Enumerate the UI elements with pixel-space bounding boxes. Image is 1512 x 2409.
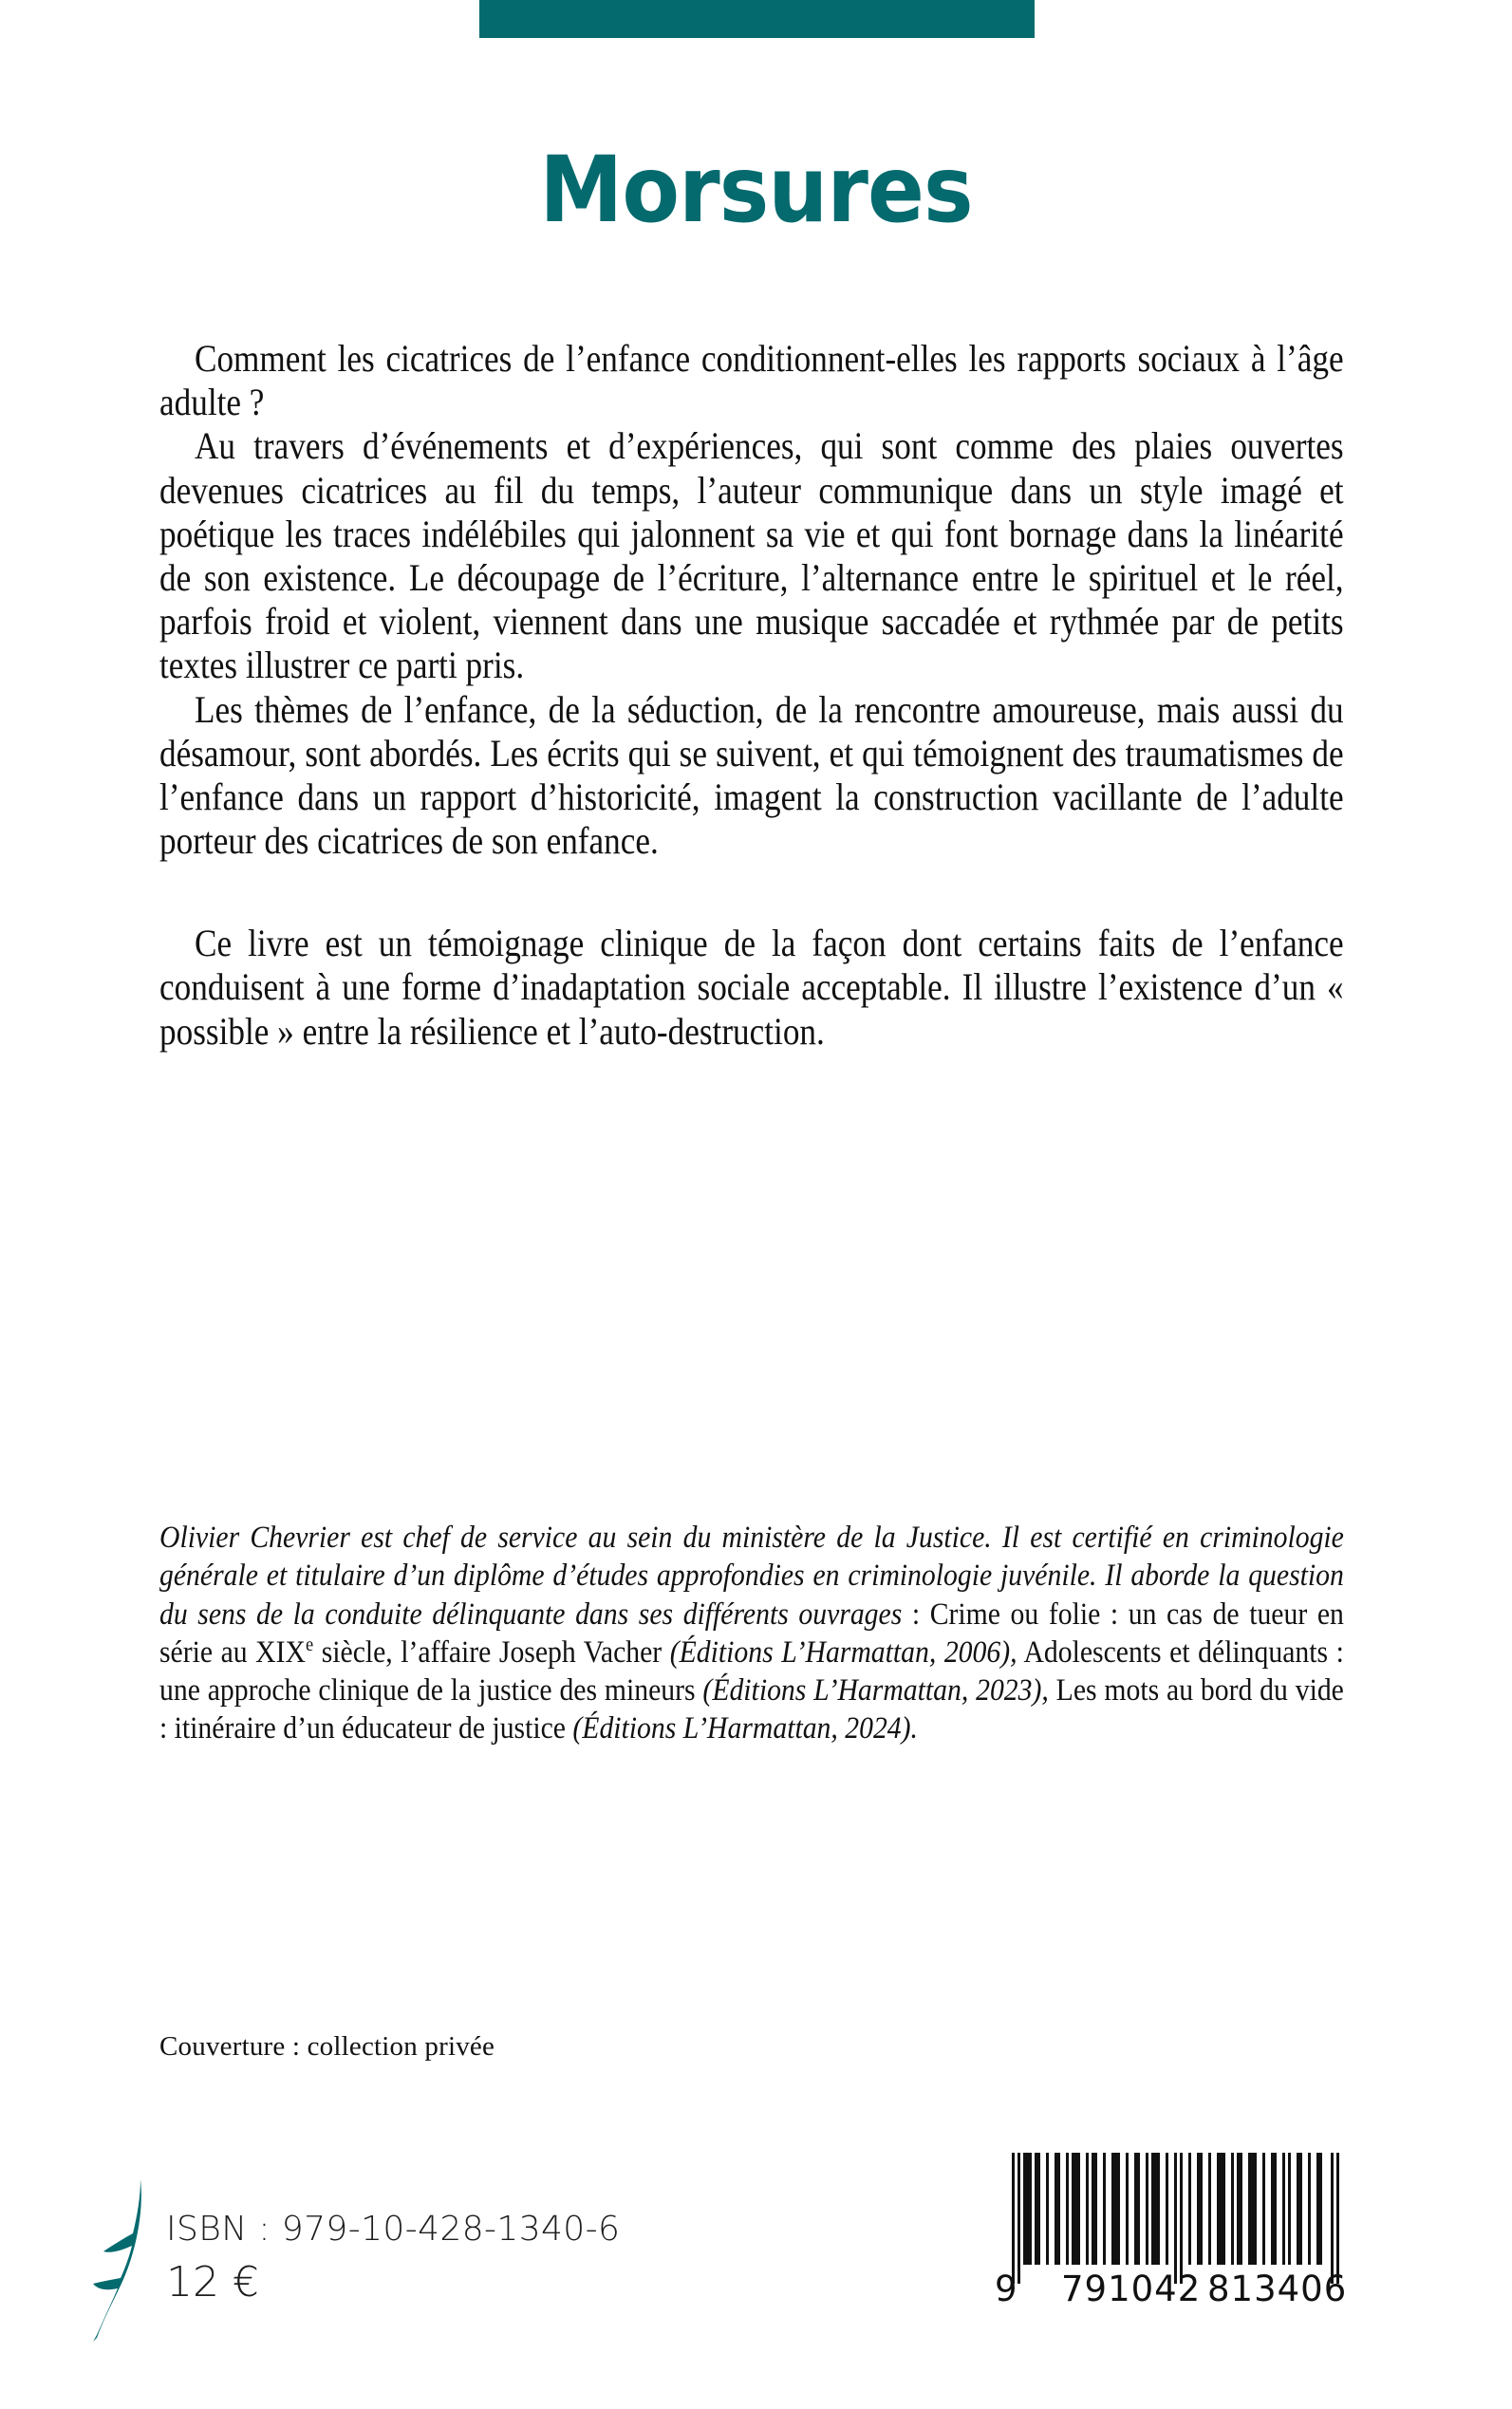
blurb-text-column xyxy=(159,337,1344,1054)
publisher-ref-2024: (Éditions L’Harmattan, 2024). xyxy=(572,1711,918,1746)
cover-credit-line: Couverture : collection privée xyxy=(159,2031,495,2062)
barcode-left-group: 791042 xyxy=(1061,2269,1202,2309)
quill-feather-icon xyxy=(91,2176,148,2342)
blurb-paragraph: Les thèmes de l’enfance, de la séduction, de la rencontre amoureuse, mais aussi du désamour, sont abordés. Les écrits qui se suivent, et qui témoignent des traumatismes de l’enfance dans un rapport d’historicité, imagent la construction vacillante de l’adulte porteur des cicatrices de son enfance. xyxy=(159,687,1344,863)
price-text: 12 € xyxy=(166,2258,259,2306)
footer-block xyxy=(0,2136,1512,2409)
author-bio-roman-2: siècle, l’affaire Joseph Vacher xyxy=(313,1634,670,1670)
paragraph-spacer xyxy=(159,863,1344,922)
barcode-lead-digit: 9 xyxy=(995,2269,1018,2309)
page-title: Morsures xyxy=(539,137,973,243)
author-bio-roman-3: Adolescents et délinquants : une approche clinique de la justice des mineurs xyxy=(159,1634,1344,1708)
blurb-paragraph: Au travers d’événements et d’expériences, qui sont comme des plaies ouvertes devenues cicatrices au fil du temps, l’auteur communique dans un style imagé et poétique les traces indélébiles qui jalonnent sa vie et qui font bornage dans la linéarité de son existence. Le découpage de l’écriture, l’alternance entre le spirituel et le réel, parfois froid et violent, viennent dans une musique saccadée et rythmée par de petits textes illustrer ce parti pris. xyxy=(159,424,1344,687)
blurb-paragraph: Comment les cicatrices de l’enfance conditionnent-elles les rapports sociaux à l’âge adulte ? xyxy=(159,337,1344,424)
isbn-price-group xyxy=(166,2210,620,2306)
isbn-text: ISBN : 979-10-428-1340-6 xyxy=(166,2210,621,2249)
author-bio-roman-4: Les mots au bord du vide : itinéraire d’un éducateur de justice xyxy=(159,1673,1344,1746)
barcode-digits xyxy=(995,2269,1348,2312)
publisher-ref-2023: (Éditions L’Harmattan, 2023), xyxy=(702,1673,1049,1708)
author-bio-block xyxy=(159,1519,1344,1748)
author-bio-paragraph xyxy=(159,1519,1344,1748)
barcode-right-group: 813406 xyxy=(1207,2269,1348,2309)
top-teal-banner xyxy=(479,0,1035,38)
author-bio-roman-1: : Crime ou folie : un cas de tueur en série au XIX xyxy=(159,1597,1344,1670)
publisher-ref-2006: (Éditions L’Harmattan, 2006), xyxy=(669,1634,1017,1670)
barcode xyxy=(995,2153,1348,2324)
blurb-paragraph: Ce livre est un témoignage clinique de la façon dont certains faits de l’enfance conduisent à une forme d’inadaptation sociale acceptable. Il illustre l’existence d’un « possible » entre la résilience et l’auto-destruction. xyxy=(159,922,1344,1053)
author-bio-italic-lead: Olivier Chevrier est chef de service au sein du ministère de la Justice. Il est certifié en criminologie générale et titulaire d’un diplôme d’études approfondies en criminologie juvénile. Il aborde la question du sens de la conduite délinquante dans ses différents ouvrages xyxy=(159,1521,1344,1632)
barcode-bars xyxy=(1006,2153,1348,2284)
ordinal-suffix: e xyxy=(305,1634,314,1655)
